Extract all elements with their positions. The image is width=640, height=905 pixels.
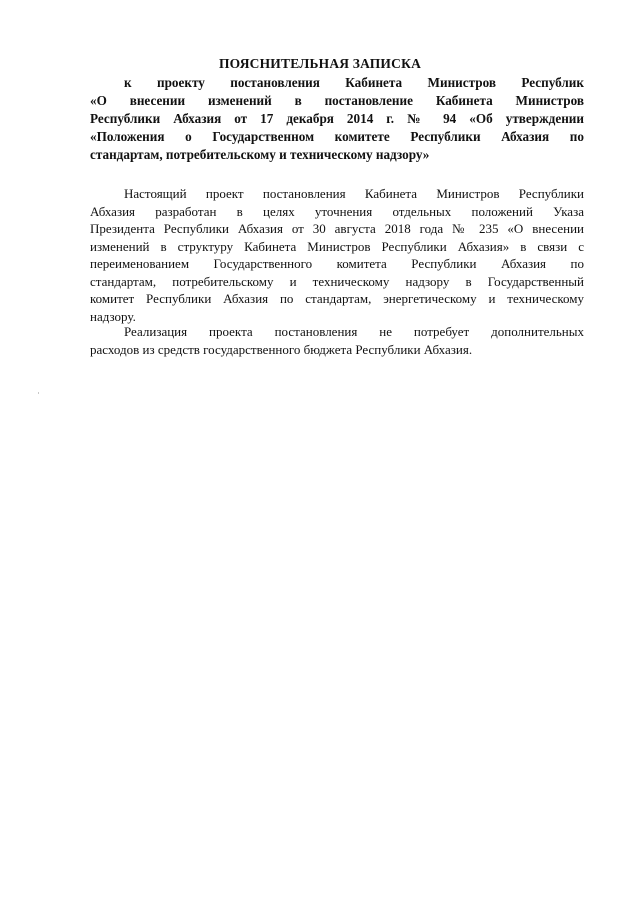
document-title: ПОЯСНИТЕЛЬНАЯ ЗАПИСКА xyxy=(218,56,422,71)
paragraph-line: Настоящий проект постановления Кабинета Министров Республики xyxy=(124,186,584,201)
subject-line: «О внесении изменений в постановление Кабинета Министров xyxy=(90,93,584,108)
scan-artifact xyxy=(38,392,39,394)
paragraph-line: расходов из средств государственного бюджета Республики Абхазия. xyxy=(90,341,473,357)
subject-line: стандартам, потребительскому и техническому надзору» xyxy=(90,147,430,162)
paragraph-purpose xyxy=(90,185,584,325)
paragraph-line: Реализация проекта постановления не потребует дополнительных xyxy=(124,324,584,339)
paragraph-line: Президента Республики Абхазия от 30 августа 2018 года № 235 «О внесении xyxy=(90,221,584,236)
subject-line: к проекту постановления Кабинета Министров Республик xyxy=(124,75,584,90)
paragraph-line: изменений в структуру Кабинета Министров Республики Абхазия» в связи с xyxy=(90,238,584,254)
paragraph-line: стандартам, потребительскому и техническому надзору в Государственный xyxy=(90,273,584,289)
paragraph-budget xyxy=(90,323,584,358)
subject-line: Республики Абхазия от 17 декабря 2014 г. № 94 «Об утверждении xyxy=(90,111,584,126)
subject-line: «Положения о Государственном комитете Республики Абхазия по xyxy=(90,129,584,144)
document-subject xyxy=(90,74,584,164)
paragraph-line: Абхазия разработан в целях уточнения отдельных положений Указа xyxy=(90,203,584,219)
paragraph-line: переименованием Государственного комитета Республики Абхазия по xyxy=(90,256,584,271)
paragraph-line: комитет Республики Абхазия по стандартам, энергетическому и техническому xyxy=(90,291,584,306)
paragraph-line: надзору. xyxy=(90,308,136,324)
